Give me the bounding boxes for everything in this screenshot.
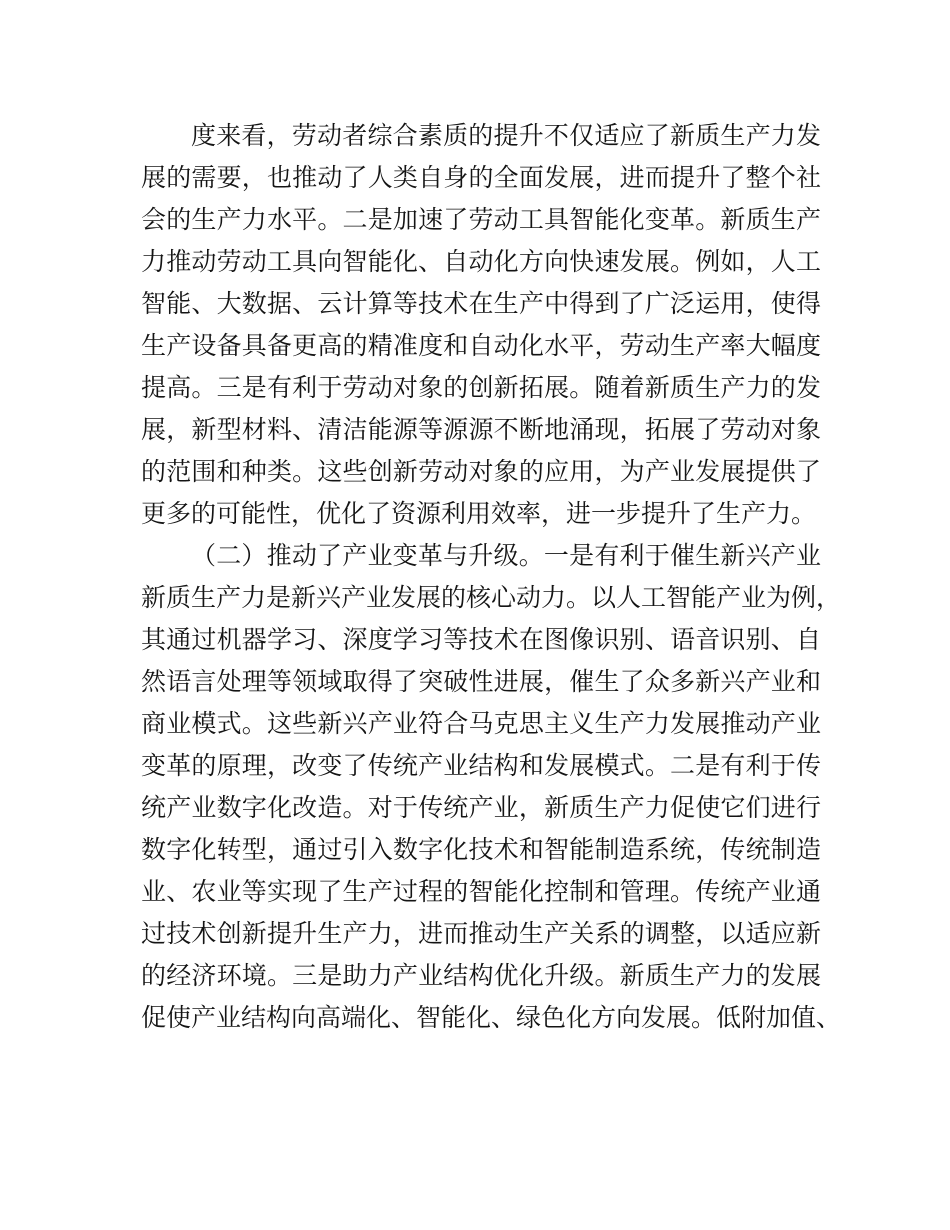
text-line: 促使产业结构向高端化、智能化、绿色化方向发展。低附加值、 (141, 1003, 842, 1032)
text-line: 展的需要，也推动了人类自身的全面发展，进而提升了整个社 (141, 163, 821, 192)
text-line: 生产设备具备更高的精准度和自动化水平，劳动生产率大幅度 (141, 331, 821, 360)
text-line: 其通过机器学习、深度学习等技术在图像识别、语音识别、自 (141, 625, 821, 654)
text-line: 力推动劳动工具向智能化、自动化方向快速发展。例如，人工 (141, 247, 821, 276)
section-heading-line: （二）推动了产业变革与升级。一是有利于催生新兴产业 (191, 541, 821, 570)
text-line: 会的生产力水平。二是加速了劳动工具智能化变革。新质生产 (141, 205, 821, 234)
text-line: 变革的原理，改变了传统产业结构和发展模式。二是有利于传 (141, 751, 821, 780)
text-line: 数字化转型，通过引入数字化技术和智能制造系统，传统制造 (141, 835, 821, 864)
text-line: 度来看，劳动者综合素质的提升不仅适应了新质生产力发 (191, 121, 821, 150)
text-line: 更多的可能性，优化了资源利用效率，进一步提升了生产力。 (141, 499, 817, 528)
text-line: 的范围和种类。这些创新劳动对象的应用，为产业发展提供了 (141, 457, 821, 486)
text-line: 提高。三是有利于劳动对象的创新拓展。随着新质生产力的发 (141, 373, 821, 402)
text-line: 然语言处理等领域取得了突破性进展，催生了众多新兴产业和 (141, 667, 821, 696)
text-line: 统产业数字化改造。对于传统产业，新质生产力促使它们进行 (141, 793, 821, 822)
text-line: 的经济环境。三是助力产业结构优化升级。新质生产力的发展 (141, 961, 821, 990)
text-line: 业、农业等实现了生产过程的智能化控制和管理。传统产业通 (141, 877, 821, 906)
text-line: 展，新型材料、清洁能源等源源不断地涌现，拓展了劳动对象 (141, 415, 821, 444)
text-line: 商业模式。这些新兴产业符合马克思主义生产力发展推动产业 (141, 709, 821, 738)
text-line: 智能、大数据、云计算等技术在生产中得到了广泛运用，使得 (141, 289, 821, 318)
text-line: 过技术创新提升生产力，进而推动生产关系的调整，以适应新 (141, 919, 821, 948)
text-line: 新质生产力是新兴产业发展的核心动力。以人工智能产业为例， (141, 583, 842, 612)
